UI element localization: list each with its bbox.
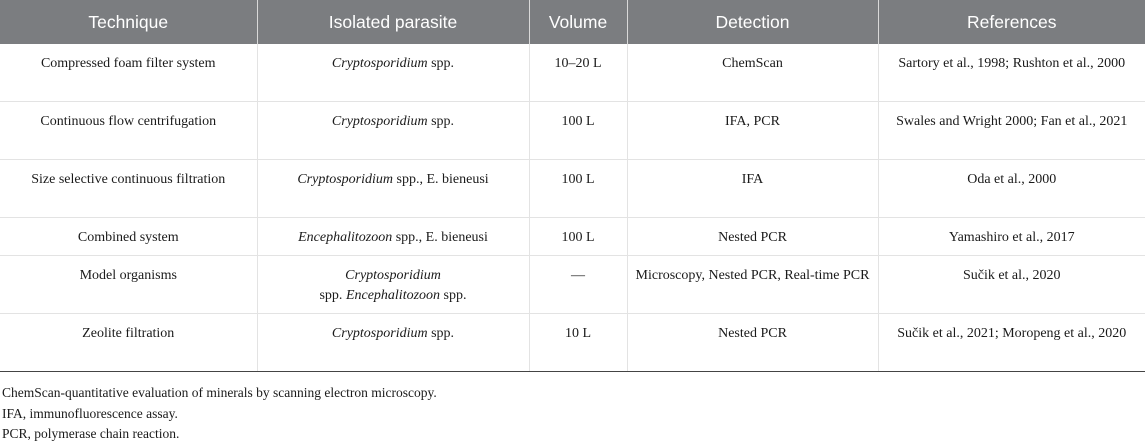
references-cell: Sartory et al., 1998; Rushton et al., 2000 <box>878 44 1145 102</box>
table-row <box>0 218 1145 256</box>
table-row <box>0 314 1145 372</box>
technique-cell: Model organisms <box>0 256 257 314</box>
volume-cell: 100 L <box>529 160 627 218</box>
parasite-genus: Cryptosporidium <box>331 326 428 341</box>
parasite-text: spp. <box>319 288 346 303</box>
parasite-cell <box>257 314 529 372</box>
parasite-genus: Cryptosporidium <box>297 172 394 187</box>
parasite-genus: Encephalitozoon <box>345 288 441 303</box>
references-cell: Sučik et al., 2021; Moropeng et al., 2020 <box>878 314 1145 372</box>
parasite-cell <box>257 102 529 160</box>
technique-cell: Zeolite filtration <box>0 314 257 372</box>
volume-cell: — <box>529 256 627 314</box>
volume-cell: 100 L <box>529 102 627 160</box>
technique-cell: Size selective continuous filtration <box>0 160 257 218</box>
table-row <box>0 160 1145 218</box>
references-cell: Oda et al., 2000 <box>878 160 1145 218</box>
parasite-cell <box>257 218 529 256</box>
parasite-genus: Encephalitozoon <box>298 230 393 245</box>
references-cell: Swales and Wright 2000; Fan et al., 2021 <box>878 102 1145 160</box>
detection-cell: Microscopy, Nested PCR, Real-time PCR <box>627 256 878 314</box>
header-isolated-parasite: Isolated parasite <box>257 0 529 44</box>
parasite-genus: Cryptosporidium <box>331 114 428 129</box>
table-footnotes <box>0 383 1145 445</box>
volume-cell: 10–20 L <box>529 44 627 102</box>
parasite-genus: Cryptosporidium <box>331 56 428 71</box>
parasite-cell <box>257 256 529 314</box>
table-header-row <box>0 0 1145 44</box>
parasite-genus: Cryptosporidium <box>345 268 441 283</box>
parasite-cell <box>257 160 529 218</box>
parasite-text: spp., E. bieneusi <box>393 172 489 187</box>
footnote-ifa: IFA, immunofluorescence assay. <box>2 405 178 421</box>
references-cell: Sučik et al., 2020 <box>878 256 1145 314</box>
references-cell: Yamashiro et al., 2017 <box>878 218 1145 256</box>
footnote-chemscan: ChemScan-quantitative evaluation of minerals by scanning electron microscopy. <box>2 385 437 400</box>
technique-cell: Compressed foam filter system <box>0 44 257 102</box>
header-volume: Volume <box>529 0 627 44</box>
detection-cell: IFA <box>627 160 878 218</box>
header-references: References <box>878 0 1145 44</box>
detection-cell: ChemScan <box>627 44 878 102</box>
parasite-cell <box>257 44 529 102</box>
header-detection: Detection <box>627 0 878 44</box>
volume-cell: 10 L <box>529 314 627 372</box>
parasite-text: spp. <box>440 288 467 303</box>
table-row <box>0 256 1145 314</box>
footnote-pcr: PCR, polymerase chain reaction. <box>2 426 180 441</box>
table-row <box>0 44 1145 102</box>
parasite-text: spp. <box>427 114 455 129</box>
technique-cell: Continuous flow centrifugation <box>0 102 257 160</box>
parasite-text: spp. <box>427 326 455 341</box>
technique-cell: Combined system <box>0 218 257 256</box>
detection-cell: IFA, PCR <box>627 102 878 160</box>
table-row <box>0 102 1145 160</box>
parasite-text: spp. <box>427 56 455 71</box>
volume-cell: 100 L <box>529 218 627 256</box>
header-technique: Technique <box>0 0 257 44</box>
parasite-text: spp., E. bieneusi <box>392 230 488 245</box>
detection-cell: Nested PCR <box>627 314 878 372</box>
detection-cell: Nested PCR <box>627 218 878 256</box>
